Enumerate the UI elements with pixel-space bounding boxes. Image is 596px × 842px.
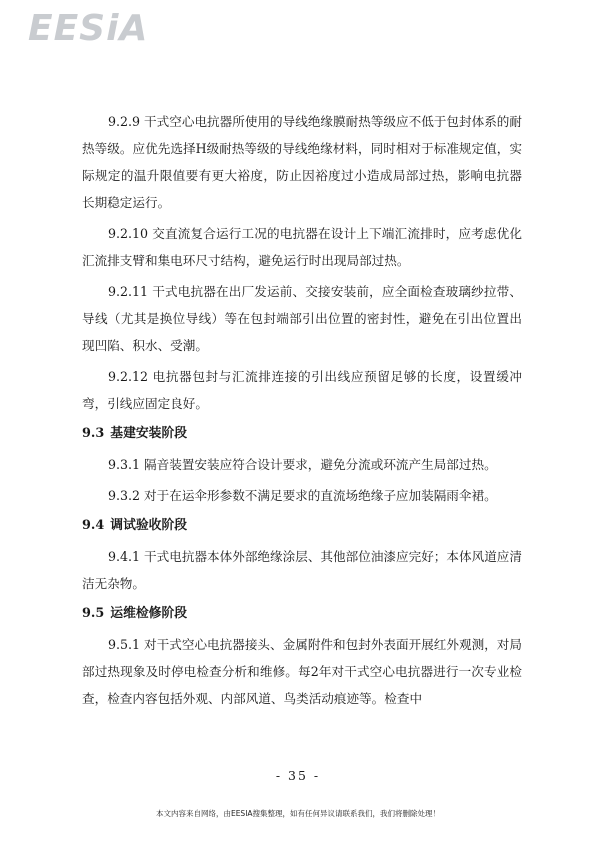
page-number: - 35 - [275, 768, 321, 783]
section-heading-9-4 [82, 513, 522, 539]
section-number: 9.3 [82, 426, 105, 441]
paragraph-9-3-1: 9.3.1 隔音装置安装应符合设计要求，避免分流或环流产生局部过热。 [108, 457, 497, 472]
section-heading-9-5 [82, 601, 522, 627]
paragraph-9-2-9: 9.2.9 干式空心电抗器所使用的导线绝缘膜耐热等级应不低于包封体系的耐热等级。应优先选择H级耐热等级的导线绝缘材料，同时相对于标准规定值，实际规定的温升限值要有更大裕度，防止因裕度过小造成局部过热，影响电抗器长期稳定运行。 [82, 114, 522, 210]
paragraph-9-5-1: 9.5.1 对干式空心电抗器接头、金属附件和包封外表面开展红外观测，对局部过热现象及时停电检查分析和维修。每2年对干式空心电抗器进行一次专业检查，检查内容包括外观、内部风道、鸟类活动痕迹等。检查中 [82, 637, 522, 706]
footer-disclaimer: 本文内容来自网络，由EESIA搜集整理，如有任何异议请联系我们，我们将删除处理！ [155, 809, 441, 818]
section-title: 调试验收阶段 [110, 518, 188, 533]
document-body [82, 108, 522, 716]
paragraph-9-2-11: 9.2.11 干式电抗器在出厂发运前、交接安装前，应全面检查玻璃纱拉带、导线（尤其是换位导线）等在包封端部引出位置的密封性，避免在引出位置出现凹陷、积水、受潮。 [82, 284, 522, 353]
section-title: 基建安装阶段 [110, 426, 188, 441]
section-number: 9.5 [82, 606, 105, 621]
paragraph-9-3-2: 9.3.2 对于在运伞形参数不满足要求的直流场绝缘子应加装隔雨伞裙。 [108, 488, 497, 503]
paragraph-9-4-1: 9.4.1 干式电抗器本体外部绝缘涂层、其他部位油漆应完好；本体风道应清洁无杂物。 [82, 549, 522, 591]
section-heading-9-3 [82, 421, 522, 447]
eesia-logo: EESiA [28, 8, 149, 49]
paragraph-9-2-12: 9.2.12 电抗器包封与汇流排连接的引出线应预留足够的长度，设置缓冲弯，引线应固定良好。 [82, 369, 522, 411]
section-title: 运维检修阶段 [110, 606, 188, 621]
paragraph-9-2-10: 9.2.10 交直流复合运行工况的电抗器在设计上下端汇流排时，应考虑优化汇流排支臂和集电环尺寸结构，避免运行时出现局部过热。 [82, 226, 522, 268]
section-number: 9.4 [82, 518, 105, 533]
